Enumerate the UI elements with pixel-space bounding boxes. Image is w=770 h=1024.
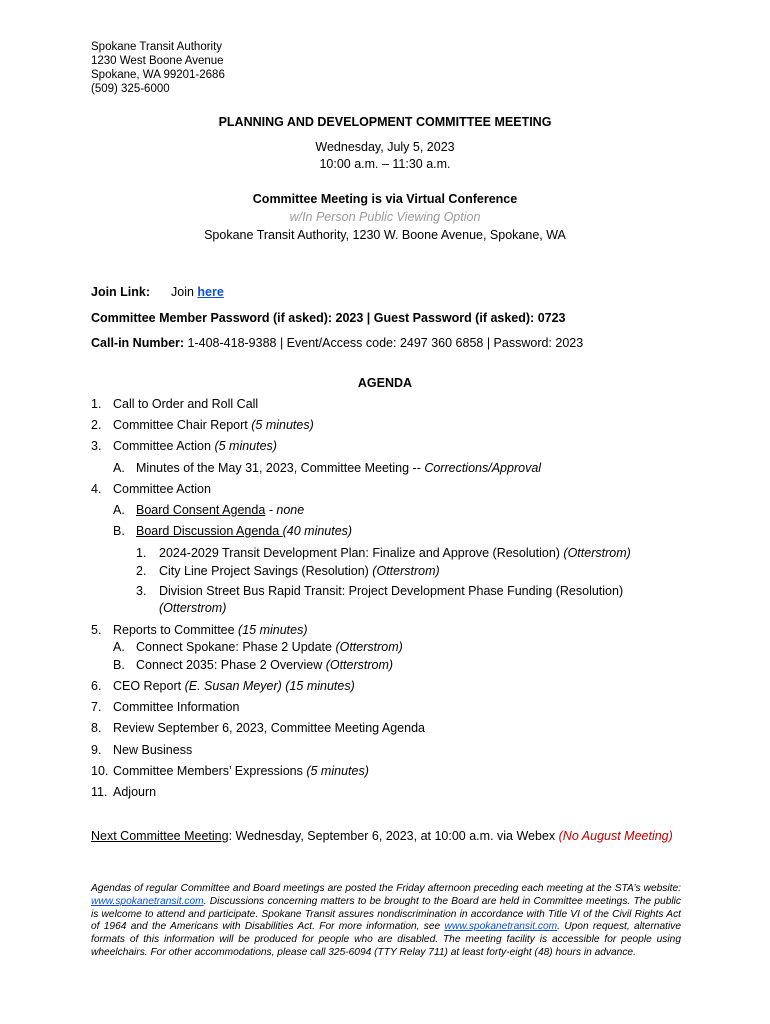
venue-heading: Committee Meeting is via Virtual Conference [252, 192, 518, 206]
password-row: Committee Member Password (if asked): 2023 | Guest Password (if asked): 0723 [91, 311, 566, 325]
agenda-item-4b-letter: B. [113, 524, 125, 538]
agenda-item-7: Committee Information [113, 700, 240, 714]
join-link-row [91, 285, 224, 299]
callin-details: 1-408-418-9388 | Event/Access code: 2497 360 6858 | Password: 2023 [184, 336, 584, 350]
org-name: Spokane Transit Authority [91, 41, 223, 53]
agenda-item-4b1: 2024-2029 Transit Development Plan: Finalize and Approve (Resolution) (Otterstrom) [159, 546, 631, 560]
address-block [91, 40, 225, 96]
street-address: 1230 West Boone Avenue [91, 55, 224, 67]
agenda-item-9-number: 9. [91, 743, 102, 757]
agenda-item-4b2-number: 2. [136, 564, 147, 578]
venue-location: Spokane Transit Authority, 1230 W. Boone Avenue, Spokane, WA [204, 228, 566, 242]
agenda-item-6: CEO Report (E. Susan Meyer) (15 minutes) [113, 679, 355, 693]
agenda-item-1: Call to Order and Roll Call [113, 397, 259, 411]
agenda-item-5a: Connect Spokane: Phase 2 Update (Otterstrom) [136, 640, 403, 654]
agenda-heading: AGENDA [357, 376, 413, 390]
agenda-item-4a-letter: A. [113, 503, 125, 517]
agenda-item-4b2: City Line Project Savings (Resolution) (Otterstrom) [159, 564, 440, 578]
join-prefix: Join [171, 285, 198, 299]
callin-row [91, 336, 583, 350]
agenda-item-4a: Board Consent Agenda - none [136, 503, 305, 517]
meeting-title: PLANNING AND DEVELOPMENT COMMITTEE MEETING [218, 115, 552, 129]
agenda-item-3a: Minutes of the May 31, 2023, Committee Meeting -- Corrections/Approval [136, 461, 542, 475]
agenda-item-9: New Business [113, 743, 193, 757]
city-address: Spokane, WA 99201-2686 [91, 69, 225, 81]
meeting-date: Wednesday, July 5, 2023 [315, 140, 455, 154]
agenda-item-5b: Connect 2035: Phase 2 Overview (Otterstrom) [136, 658, 394, 672]
agenda-item-4b3-number: 3. [136, 584, 147, 598]
phone-number: (509) 325-6000 [91, 83, 170, 95]
next-meeting-details: : Wednesday, September 6, 2023, at 10:00 a.m. via Webex [228, 829, 559, 843]
callin-label: Call-in Number: [91, 336, 185, 350]
agenda-item-3-number: 3. [91, 439, 102, 453]
agenda-item-5b-letter: B. [113, 658, 125, 672]
join-here-link[interactable]: here [197, 285, 224, 299]
join-link-label: Join Link: [91, 285, 151, 299]
no-august-note: (No August Meeting) [558, 829, 673, 843]
next-meeting-line [91, 829, 673, 843]
agenda-item-4b: Board Discussion Agenda (40 minutes) [136, 524, 353, 538]
agenda-item-7-number: 7. [91, 700, 102, 714]
agenda-item-11: Adjourn [113, 785, 157, 799]
agenda-item-2-number: 2. [91, 418, 102, 432]
agenda-item-5: Reports to Committee (15 minutes) [113, 623, 308, 637]
website-link-2[interactable]: www.spokanetransit.com [444, 921, 558, 933]
agenda-item-11-number: 11. [91, 785, 108, 799]
agenda-item-3a-letter: A. [113, 461, 125, 475]
venue-option: w/In Person Public Viewing Option [289, 210, 481, 224]
agenda-item-4: Committee Action [113, 482, 211, 496]
agenda-item-4-number: 4. [91, 482, 102, 496]
agenda-item-5-number: 5. [91, 623, 102, 637]
agenda-item-5a-letter: A. [113, 640, 125, 654]
agenda-item-1-number: 1. [91, 397, 102, 411]
website-link-1[interactable]: www.spokanetransit.com [91, 895, 204, 907]
agenda-item-8: Review September 6, 2023, Committee Meeting Agenda [113, 721, 425, 735]
agenda-item-3: Committee Action (5 minutes) [113, 439, 277, 453]
agenda-item-2: Committee Chair Report (5 minutes) [113, 418, 314, 432]
next-meeting-label: Next Committee Meeting [91, 829, 229, 843]
footer-notice: Agendas of regular Committee and Board meetings are posted the Friday afternoon preceding each meeting at the STA’s website: www.spokanetransit.com. Discussions concerning matters to be brought to the Board are held in Committee meetings. The public is welcome to attend and participate. Spokane Transit assures nondiscrimination in accordance with Title VI of the Civil Rights Act of 1964 and the Americans with Disabilities Act. For more information, see www.spokanetransit.com. Upon request, alternative formats of this information will be produced for people who are disabled. The meeting facility is accessible for people using wheelchairs. For other accommodations, please call 325-6094 (TTY Relay 711) at least forty-eight (48) hours in advance. [91, 883, 681, 958]
agenda-item-10: Committee Members’ Expressions (5 minutes) [113, 764, 369, 778]
agenda-item-4b1-number: 1. [136, 546, 147, 560]
meeting-time: 10:00 a.m. – 11:30 a.m. [319, 157, 451, 171]
agenda-item-4b3-presenter: (Otterstrom) [159, 601, 227, 615]
agenda-item-8-number: 8. [91, 721, 102, 735]
agenda-item-6-number: 6. [91, 679, 102, 693]
agenda-item-4b3: Division Street Bus Rapid Transit: Project Development Phase Funding (Resolution) [159, 584, 624, 598]
agenda-item-10-number: 10. [91, 764, 109, 778]
